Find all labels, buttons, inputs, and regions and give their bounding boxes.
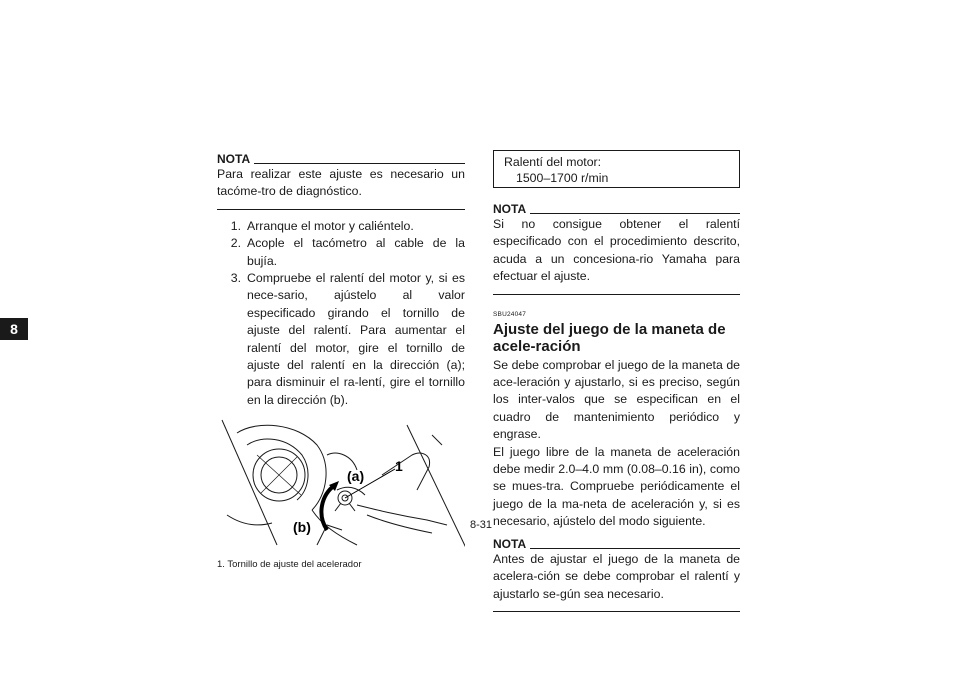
spec-value: 1500–1700 r/min	[516, 171, 609, 185]
step-text: Acople el tacómetro al cable de la bujía.	[247, 236, 465, 268]
list-item	[217, 235, 465, 270]
step-number: 1.	[230, 218, 241, 233]
engine-illustration	[217, 415, 465, 555]
direction-a-label: (a)	[347, 468, 365, 485]
throttle-screw-figure	[217, 415, 465, 555]
nota-header	[493, 202, 740, 216]
nota-text: Si no consigue obtener el ralentí especificado con el procedimiento descrito, acuda a un concesiona-rio Yamaha para efectuar el ajuste.	[493, 217, 740, 284]
chapter-tab: 8	[0, 318, 28, 340]
step-text: Arranque el motor y caliéntelo.	[247, 218, 414, 233]
nota-end-rule	[217, 209, 465, 210]
steps-list	[217, 218, 465, 409]
spec-label: Ralentí del motor:	[504, 155, 602, 169]
page-number: 8-31	[470, 519, 493, 531]
nota-label: NOTA	[493, 536, 527, 551]
nota-label: NOTA	[493, 202, 527, 216]
nota-header	[217, 152, 465, 166]
spec-box	[493, 150, 740, 188]
callout-1: 1	[395, 458, 403, 475]
section-title: Ajuste del juego de la maneta de acele-ración	[493, 320, 726, 355]
step-number: 3.	[230, 271, 241, 286]
nota-text: Antes de ajustar el juego de la maneta de acelera-ción se debe comprobar el ralentí y ajustarlo se-gún sea necesario.	[493, 551, 740, 601]
list-item	[217, 270, 465, 409]
left-column	[217, 152, 465, 571]
direction-b-label: (b)	[293, 519, 311, 536]
nota-rule	[530, 213, 740, 214]
body-paragraph: El juego libre de la maneta de aceleración debe medir 2.0–4.0 mm (0.08–0.16 in), como se mues-tra. Compruebe periódicamente el juego de la ma-neta de aceleración y, si es necesario, ajústelo del modo siguiente.	[493, 444, 740, 529]
nota-rule	[530, 548, 740, 549]
nota-text: Para realizar este ajuste es necesario un tacóme-tro de diagnóstico.	[217, 167, 465, 199]
right-column	[493, 150, 740, 612]
nota-end-rule	[493, 294, 740, 295]
list-item	[217, 218, 465, 235]
reference-code: SBU24047	[493, 310, 527, 318]
nota-label: NOTA	[217, 152, 251, 166]
step-text: Compruebe el ralentí del motor y, si es nece-sario, ajústelo al valor especificado girando el tornillo de ajuste del ralentí. Para aumentar el ralentí del motor, gire el tornillo de ajuste del ralentí en la dirección (a); para disminuir el ra-lentí, gire el tornillo en la dirección (b).	[247, 271, 465, 407]
nota-rule	[254, 163, 465, 164]
nota-header	[493, 537, 740, 551]
nota-end-rule	[493, 611, 740, 612]
body-paragraph: Se debe comprobar el juego de la maneta de ace-leración y ajustarlo, si es preciso, según los inter-valos que se especifican en el cuadro de mantenimiento periódico y engrase.	[493, 357, 740, 442]
step-number: 2.	[230, 236, 241, 251]
figure-caption: 1. Tornillo de ajuste del acelerador	[217, 559, 362, 571]
